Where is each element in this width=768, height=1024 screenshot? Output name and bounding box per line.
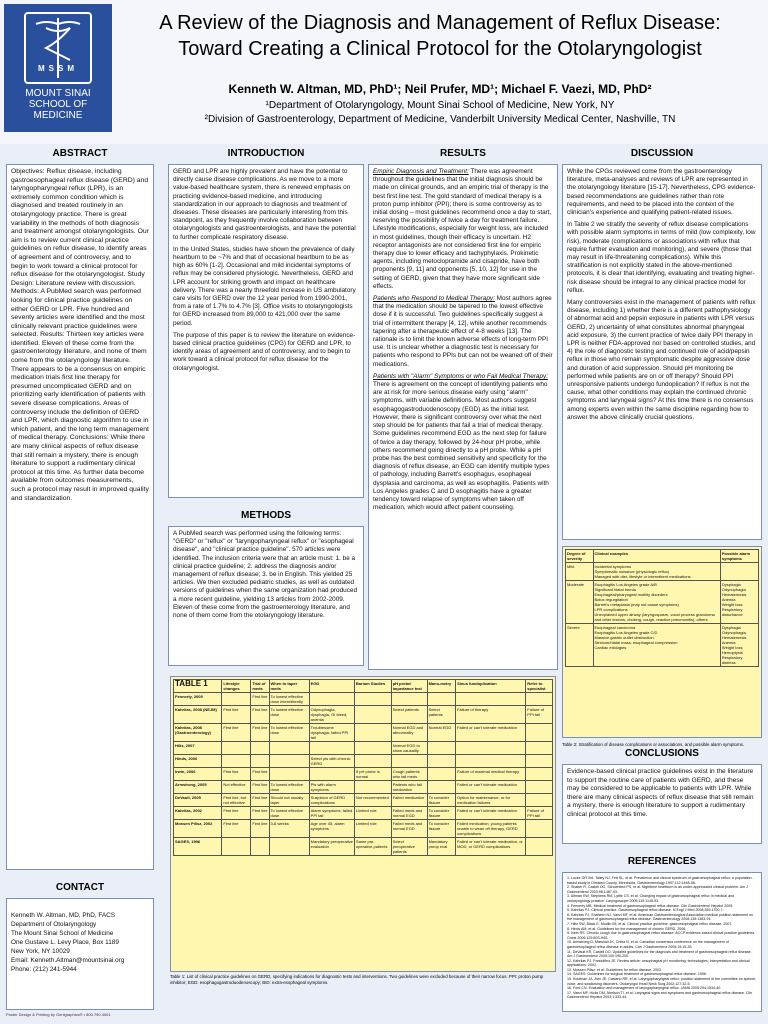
- table-1-cell: Alarm symptoms, failed PPI tail: [309, 807, 354, 820]
- discussion-paragraph: While the CPGs reviewed come from the gastroenterology literature, meta-analyses and reviews of LPR are represented in the otolaryngology literature [15-17]. Nevertheless, CPG evidence-based recommendations are guidelines rather than rote requirements, and need to be placed into the context of the clinician's experience and qualifying patient-related issues.: [567, 168, 756, 217]
- table-1-guideline-cell: Armstrong, 2005: [174, 781, 222, 794]
- table-1-guideline-cell: Kahrilas, 2002: [174, 807, 222, 820]
- table-1-cell: [391, 755, 427, 768]
- table-1-header-row: [174, 680, 553, 693]
- table-1-cell: Limited role: [354, 820, 391, 838]
- contact-phone: Phone: (212) 241-5944: [11, 966, 77, 973]
- table-1-row: [174, 807, 553, 820]
- table-2-severity-cell: Moderate: [566, 581, 594, 624]
- table-1-cell: [526, 838, 553, 856]
- contact-line: Department of Otolaryngology: [11, 921, 97, 928]
- methods-heading: METHODS: [241, 510, 291, 521]
- reference-item: 4. Fennerty MB. Medical treatment of gastroesophageal reflux disease. Clin Gastroenterol Hepatol 2009.: [567, 903, 734, 908]
- table-1: [170, 676, 556, 972]
- table-1-cell: Select patients: [391, 706, 427, 724]
- table-2-cell: Esophagitis Los Angeles grade A/B Significant hiatal hernia Esophageal/pharyngeal motility disorders Bolus regurgitation Barrett's metaplasia (may not cause symptoms) LPR complications Unexplained upper airway (laryngospasm, vocal process granuloma and other lesions, choking, cough, reactive pneumonitis), others: [593, 581, 720, 624]
- table-1-header: Trial of meds: [251, 680, 269, 693]
- table-1-cell: [427, 693, 456, 706]
- table-1-cell: Failed or can't tolerate medication: [456, 781, 526, 794]
- table-1-header: Barium Studies: [354, 680, 391, 693]
- table-1-cell: [526, 755, 553, 768]
- discussion-heading: DISCUSSION: [630, 148, 694, 159]
- reference-item: 7. Hiltz SW, Black E, Modlin IM, et al. Clinical practice guideline: gastroesophageal reflux disease. 2007.: [567, 921, 733, 926]
- table-1-cell: First line: [222, 768, 251, 781]
- table-2-caption: Table 2: Stratification of disease complications or associations, and possible alarm symptoms.: [562, 742, 745, 747]
- reference-item: 14. SAGES. Guidelines for surgical treatment of gastroesophageal reflux disease. 1996.: [567, 972, 707, 977]
- table-1-cell: Cough patients who fail meds: [391, 768, 427, 781]
- table-1-cell: Patients who fail medication: [391, 781, 427, 794]
- table-1-cell: First line, but not effective: [222, 794, 251, 807]
- table-1-cell: [222, 693, 251, 706]
- table-1-cell: [427, 768, 456, 781]
- results-subheading: Patients with "Alarm" Symptoms or who Fail Medical Therapy:: [373, 372, 549, 380]
- table-2-row: [566, 563, 759, 581]
- table-1-cell: [269, 755, 309, 768]
- table-1-cell: Age over 45, alarm symptoms: [309, 820, 354, 838]
- table-1-cell: [269, 838, 309, 856]
- abstract-body: Objectives: Reflux disease, including gastroesophageal reflux disease (GERD) and laryngopharyngeal reflux (LPR), is an extremely common condition which is diagnosed and treated routinely in an otolaryngology practice. There is great variability in the methods of both diagnosis and treatment amongst otolaryngologists. Our aim is to review current clinical practice guidelines on reflux disease, to identify areas of agreement and of controversy, and to begin to work toward a clinical protocol for reflux disease for the otolaryngologist. Study Design: Literature review with discussion. Methods: A PubMed search was performed looking for clinical practice guidelines on either GERD or LPR. Five hundred and seventy articles were identified and the most clinically relevant practice guidelines were selected. Results: Thirteen key articles were identified. Eleven of these come from the gastroenterology literature, and none of them come from the otolaryngology literature. There appears to be a consensus on empiric medication trials first line therapy for presumed uncomplicated GERD and on prioritizing early identification of patients with severe disease complications. Areas of controversy include the definition of GERD and LPR, which diagnostic algorithm to use in which patient, and the long term management of medical therapy. Conclusions: While there are many clinical aspects of reflux disease that still remain a mystery, there is enough literature to support a rudimentary clinical protocol at this time. As further data become available from outcomes measurements, such a protocol may result in improved quality and standardization.: [6, 164, 154, 870]
- table-1-cell: [391, 693, 427, 706]
- contact-box: [6, 898, 154, 1010]
- table-1-header: When to taper meds: [269, 680, 309, 693]
- table-1-header: Mano-metry: [427, 680, 456, 693]
- table-1-cell: [222, 742, 251, 755]
- authors: Kenneth W. Altman, MD, PhD¹; Neil Prufer, MD¹; Michael F. Vaezi, MD, PhD²: [228, 82, 652, 96]
- table-1-cell: Failed or can't tolerate medication: [456, 807, 526, 820]
- poster-title: [120, 10, 760, 62]
- results-subheading: Patients who Respond to Medical Therapy:: [373, 295, 495, 303]
- table-1-guideline-cell: Irwin, 2006: [174, 768, 222, 781]
- table-1-header: Lifestyle changes: [222, 680, 251, 693]
- table-2-cell: Dysphagia Odynophagia Hematemesis Anemia Weight loss Respiratory disturbance: [720, 581, 758, 624]
- table-1-row: [174, 768, 553, 781]
- results-subheading: Empiric Diagnosis and Treatment:: [373, 168, 469, 175]
- discussion-paragraph: Many controversies exist in the management of patients with reflux disease, including 1) whether there is a different pathophysiology of abnormal acid and pepsin exposure in patients with LPR versus GERD, 2) uncertainty of what constitutes abnormal pharyngeal acid exposure, 3) the current practice of twice daily PPI therapy in LPR is neither FDA-approved nor based on controlled studies, and 4) the role of diagnostic testing and continued role of acid/pepsin reflux in those who remain symptomatic despite aggressive dose and duration of acid suppression. Should pH monitoring be performed while patients are on or off therapy? Should PPI unresponsive patients undergo fundoplication? If reflux is not the cause, what other conditions may explain the continued chronic symptoms and laryngeal signs? At this time there is no consensus among experts even within the same discipline regarding how to answer the above clinically crucial questions.: [567, 299, 756, 421]
- table-2-header: Degree of severity: [566, 550, 594, 563]
- table-1-cell: [251, 755, 269, 768]
- reference-item: 16. Ford CN. Evaluation and management of laryngopharyngeal reflux. JAMA 2005;294:1534-40.: [567, 986, 722, 991]
- results-paragraph: [373, 373, 553, 512]
- table-1-row: [174, 706, 553, 724]
- table-1-row: [174, 755, 553, 768]
- table-1-cell: Failure of PPI tail: [526, 706, 553, 724]
- table-1-cell: [251, 838, 269, 856]
- table-1-grid: [173, 679, 553, 856]
- table-1-cell: [354, 693, 391, 706]
- reference-item: 13. Mossen Pillsz, et al. Guidelines for reflux disease. 2002.: [567, 967, 663, 972]
- table-1-row: [174, 781, 553, 794]
- reference-item: 10. Armstrong D, Marshall JK, Chiba N, et al. Canadian consensus conference on the management of gastroesophageal reflux disease in adults. Can J Gastroenterol 2005;19:15-35.: [567, 940, 729, 949]
- reference-item: 17. Vaezi MF, Hicks DM, Abelson TI, et al. Laryngeal signs and symptoms and gastroesophageal reflux disease. Clin Gastroenterol Hepatol 2003;1:333-44.: [567, 990, 753, 1000]
- table-1-cell: Should not usually taper: [269, 794, 309, 807]
- caduceus-emblem-icon: [24, 12, 92, 84]
- reference-item: 8. Hinds AM, et al. Guidelines for the management of chronic GERD. 2006.: [567, 926, 687, 931]
- intro-paragraph: GERD and LPR are highly prevalent and have the potential to directly cause disease complications. As we move to a more value-based healthcare system, there is renewed emphasis on practicing evidence-based medicine, and introducing standardization in our approach to diagnosis and treatment of diseases. These diseases are particularly interesting from this standpoint, as they frequently involve collaboration between otolaryngologists and gastroenterologists, and have the potential to further complicate respiratory disease.: [173, 168, 356, 241]
- poster-header: [0, 0, 768, 144]
- reference-item: 15. Koufman JA, Aviv JE, Casiano RR, et al. Laryngopharyngeal reflux: position statement of the committee on speech, voice, and swallowing disorders. Otolaryngol Head Neck Surg 2002;127:32-5.: [567, 977, 757, 986]
- contact-line: The Mount Sinai School of Medicine: [11, 930, 114, 937]
- table-1-cell: First line: [251, 794, 269, 807]
- table-1-cell: First line: [222, 724, 251, 742]
- table-2-cell: Incidental symptoms Symptomatic nuisance (physiologic reflux) Managed with diet, lifestyle or intermittent medications: [593, 563, 720, 581]
- intro-paragraph: In the United States, studies have shown the prevalence of daily heartburn to be ~7% and that of occasional heartburn to be as high as 60% [1-2]. Occasional and mild incidental symptoms of reflux may be considered physiologic. Nevertheless, GERD and LPR account for striking growth and impact on healthcare delivery. There was a nearly threefold increase in US ambulatory care visits for GERD over the 12 year period from 1990-2001, from a rate of 1.7% to 4.7% [3]. Office visits to otolaryngologists for GERD increased from 89,000 to 421,000 over the same period.: [173, 245, 356, 327]
- table-1-row: [174, 693, 553, 706]
- conclusions-heading: CONCLUSIONS: [625, 748, 699, 759]
- results-text: There is agreement on the concept of identifying patients who are at risk for more serious disease early using "alarm" symptoms, with variable definitions. Most authors suggest esophagogastroduodenoscopy (EGD) as the initial test. However, there is significant controversy over what the next step should be for patients that fail a trial of medical therapy. Some guidelines recommend EGD as the next step for failure of twice a day therapy, followed by 24-hour pH probe, while others recommend going directly to a pH probe. While a pH probe has the best combined sensitivity and specificity for the diagnosis of reflux disease, an EGD can identify multiple types of pathology, including Barrett's esophagus, esophageal dysplasia and carcinoma, as well as esophagitis. Patients with Los Angeles grades C and D esophagitis have a greater tendency toward relapse of symptoms when taken off medication, which would affect patient counseling.: [373, 381, 550, 512]
- table-1-cell: [526, 742, 553, 755]
- table-1-cell: [354, 755, 391, 768]
- table-1-cell: Failure of therapy: [456, 706, 526, 724]
- table-1-guideline-cell: Hiltz, 2007: [174, 742, 222, 755]
- table-1-cell: [222, 838, 251, 856]
- table-1-cell: First line: [251, 693, 269, 706]
- table-1-cell: Failed meds and normal EGD: [391, 807, 427, 820]
- printer-credit: Poster Design & Printing by Genigraphics® • 800.790.4001: [6, 1012, 111, 1017]
- table-1-cell: 3-8 weeks: [269, 820, 309, 838]
- table-2-row: [566, 624, 759, 667]
- table-2-grid: [565, 549, 759, 667]
- reference-item: 5. Kahrilas PJ. Clinical practice. Gastroesophageal reflux disease. N Engl J Med 2008;359:1700-7.: [567, 908, 724, 913]
- table-1-cell: Normal EGD: [427, 724, 456, 742]
- table-1-cell: Select preoperative patients: [391, 838, 427, 856]
- results-paragraph: [373, 168, 553, 291]
- table-1-cell: Normal EGD and abnormality: [391, 724, 427, 742]
- table-1-cell: Failed medication: [391, 794, 427, 807]
- table-1-cell: [222, 755, 251, 768]
- table-1-cell: To lowest effective dose: [269, 781, 309, 794]
- table-1-cell: First line: [251, 781, 269, 794]
- table-1-cell: Normal EGD to show causality: [391, 742, 427, 755]
- table-1-guideline-cell: Kahrilas, 2008 (NEJM): [174, 706, 222, 724]
- contact-line: New York, NY 10029: [11, 948, 70, 955]
- table-1-cell: First line: [222, 706, 251, 724]
- introduction-body: [168, 164, 364, 498]
- table-1-row: [174, 794, 553, 807]
- reference-item: 1. Locke GR 3rd, Talley NJ, Fett SL, et al. Prevalence and clinical spectrum of gastroesophageal reflux: a population-based study in Olmsted County, Minnesota. Gastroenterology 1997;112:1448-56.: [567, 876, 753, 885]
- reference-item: 6. Kahrilas PJ, Shaheen NJ, Vaezi MF, et al. American Gastroenterological Association medical position statement on the management of gastroesophageal reflux disease. Gastroenterology 2008;135:1383-91.: [567, 912, 754, 922]
- table-1-cell: First line: [251, 820, 269, 838]
- table-1-cell: To consider fissure: [427, 820, 456, 838]
- table-1-cell: Suspicion of GERD complications: [309, 794, 354, 807]
- reference-item: 11. DeVault KR, Castell DO. Updated guidelines for the diagnosis and treatment of gastroesophageal reflux disease. Am J Gastroenterol 2005;100:190-200.: [567, 949, 752, 959]
- table-1-header: pH probe/ impedance test: [391, 680, 427, 693]
- table-1-cell: [427, 781, 456, 794]
- table-1-guideline-cell: Mossen Pillsz, 2002: [174, 820, 222, 838]
- table-1-cell: [526, 724, 553, 742]
- title-line-2: Toward Creating a Clinical Protocol for the Otolaryngologist: [178, 38, 702, 60]
- table-1-cell: Odynophagia, dysphagia, GI bleed, anemia: [309, 706, 354, 724]
- table-1-cell: [526, 781, 553, 794]
- results-heading: RESULTS: [440, 148, 486, 159]
- table-1-row: [174, 724, 553, 742]
- table-1-cell: First line: [251, 706, 269, 724]
- contact-line: One Gustave L. Levy Place, Box 1189: [11, 939, 119, 946]
- logo-text: MOUNT SINAI SCHOOL OF MEDICINE: [25, 88, 91, 121]
- table-1-cell: Failed or can't tolerate medication, or MOD, or GERD complications: [456, 838, 526, 856]
- table-1-cell: If pH probe is normal: [354, 768, 391, 781]
- table-2-body: [566, 563, 759, 667]
- table-1-cell: [354, 742, 391, 755]
- discussion-paragraph: In Table 2 we stratify the severity of reflux disease complications with possible alarm symptoms in terms of mild (low complexity, low risk), moderate (complications or associations with reflux that require further evaluation and monitoring), and severe (those that may result in life-threatening complications). While this stratification is not explicitly stated in the above-mentioned protocols, it is clear that identifying, evaluating and treating higher-risk disease should be integral to any clinical practice model for reflux.: [567, 221, 756, 294]
- table-1-cell: [354, 724, 391, 742]
- methods-body: A PubMed search was performed using the following terms: "GERD" or "reflux" or "laryngopharyngeal reflux" or "esophageal disease", and "clinical practice guideline". 570 articles were identified. The inclusion criteria were that an article must: 1. be a clinical practice guideline; 2. address the diagnosis and/or management of reflux disease; 3. be in English. This yielded 25 articles. We then excluded pediatric studies, as well as outdated versions of guidelines when the same organization had produced a more recent guideline, yielding 13 articles from 2002-2009. Eleven of these come from the gastroenterology literature, and none of them come from the otolaryngology literature.: [168, 526, 364, 666]
- table-1-cell: Same pre-operative patients: [354, 838, 391, 856]
- table-1-cell: Failed medication, young patients unable to wean off therapy, GERD complications: [456, 820, 526, 838]
- table-1-cell: [309, 693, 354, 706]
- table-2-header: Possible alarm symptoms: [720, 550, 758, 563]
- table-2-severity-cell: Severe: [566, 624, 594, 667]
- intro-paragraph: The purpose of this paper is to review the literature on evidence-based clinical practice guidelines (CPG) for GERD and LPR, to identify areas of agreement and of controversy, and to begin to work toward a clinical protocol for reflux disease for the otolaryngologist.: [173, 331, 356, 372]
- results-paragraph: [373, 295, 553, 369]
- table-1-cell: Mandatory preop eval: [427, 838, 456, 856]
- table-1-caption: Table 1: List of clinical practice guidelines on GERD, specifying indications for diagnostic tests and interventions. Two guidelines were excluded because of their narrow focus. PPI: proton pump inhibitor; EGD: esophagogastroduodenoscopy; BID: extra-esophageal symptoms.: [170, 974, 544, 985]
- table-1-cell: Not effective: [222, 781, 251, 794]
- table-1-body: [174, 693, 553, 856]
- table-1-cell: [526, 820, 553, 838]
- introduction-heading: INTRODUCTION: [227, 148, 305, 159]
- results-text: There was agreement throughout the guidelines that the initial diagnosis should be made on clinical grounds, and an empiric trial of therapy is the best first line test. The gold standard of medical therapy is a proton pump inhibitor (PPI); there is some controversy as to initial dosing – most guidelines recommend once a day to start, reserving the possibility of twice a day for treatment failure. Lifestyle modifications, especially for weight loss, are included in most guidelines, though their efficacy is uncertain. H2 receptor antagonists are not considered first line for empiric therapy due to lower efficacy and tachyphylaxis. Prokinetic agents, including metoclopramide and cisapride, have both proponents [9, 11] and opponents [5, 10, 12] for use in the setting of GERD, given that they have more significant side effects.: [373, 168, 552, 290]
- results-body: [368, 164, 558, 670]
- table-1-row: [174, 820, 553, 838]
- reference-item: 9. Irwin RS. Chronic cough due to gastroesophageal reflux disease: ACCP evidence-based clinical practice guidelines. Chest 2006;129:80S-94S.: [567, 931, 756, 940]
- table-1-cell: [526, 693, 553, 706]
- table-1-cell: [526, 768, 553, 781]
- reference-item: 3. Altman KW, Stephens RM, Lyttle CS, et al. Changing impact of gastroesophageal reflux in medical and otolaryngology practice. Laryngoscope 2005;115:1145-53.: [567, 894, 735, 903]
- abstract-heading: ABSTRACT: [52, 148, 108, 159]
- table-1-cell: To consider fissure: [427, 807, 456, 820]
- table-1-cell: [309, 742, 354, 755]
- table-2-cell: Dysphagia Odynophagia Hematemesis Anemia Weight loss Hemoptysis Respiratory distress: [720, 624, 758, 667]
- table-1-cell: Failure of maximal medical therapy: [456, 768, 526, 781]
- table-1-header: EGD: [309, 680, 354, 693]
- table-1-cell: [526, 794, 553, 807]
- logo-mark: MSSM: [38, 64, 78, 73]
- table-1-cell: To consider fissure: [427, 794, 456, 807]
- table-2-header: Clinical examples: [593, 550, 720, 563]
- table-1-header: Sinus fundoplication: [456, 680, 526, 693]
- table-2-cell: Esophageal carcinoma Esophagitis Los Angeles grade C/D Massive gastric outlet obstruction Stricture/hiatal mass, esophageal compression Cardiac etiologies: [593, 624, 720, 667]
- table-1-cell: To lowest effective dose: [269, 706, 309, 724]
- table-2-cell: [720, 563, 758, 581]
- table-1-row: [174, 742, 553, 755]
- table-1-cell: Pts with alarm symptoms: [309, 781, 354, 794]
- affiliations: ¹Department of Otolaryngology, Mount Sinai School of Medicine, New York, NY ²Division of Gastroenterology, Department of Medicine, Vanderbilt University Medical Center, Nashville, TN: [204, 100, 676, 125]
- table-1-cell: [456, 742, 526, 755]
- table-2: [562, 546, 762, 738]
- table-1-cell: [456, 755, 526, 768]
- reference-item: 12. Kahrilas PJ, Pandolfino JE. Review article: oesophageal pH monitoring: technologies, interpretation and clinical applications. 2002.: [567, 958, 750, 968]
- contact-email: Email: Kenneth.Altman@mountsinai.org: [11, 957, 125, 964]
- contact-heading: CONTACT: [55, 882, 105, 893]
- table-1-cell: [269, 742, 309, 755]
- table-1-cell: [269, 768, 309, 781]
- table-1-guideline-cell: Kahrilas, 2008 (Gastroenterology): [174, 724, 222, 742]
- table-1-cell: Mandatory preoperative evaluation: [309, 838, 354, 856]
- table-2-severity-cell: Mild: [566, 563, 594, 581]
- table-1-cell: Option for maintenance, or for medication failures: [456, 794, 526, 807]
- table-1-label: TABLE 1: [174, 680, 222, 693]
- table-1-cell: Failure of PPI tail: [526, 807, 553, 820]
- reference-item: 2. Shaker R, Castell DO, Schoenfeld PS, et al. Nighttime heartburn is an under-appreciated clinical problem. Am J Gastroenterol 2003;98:1487-93.: [567, 885, 748, 894]
- table-1-cell: Limited role: [354, 807, 391, 820]
- conclusions-body: Evidence-based clinical practice guidelines exist in the literature to support the routine care of patients with GERD, and these may be considered to be applicable to patients with LPR. While there are many clinical aspects of reflux disease that still remain a mystery, there is enough literature to support a rudimentary clinical protocol at this time.: [562, 764, 762, 844]
- table-1-cell: To lowest effective dose: [269, 724, 309, 742]
- table-1-cell: Failed or can't tolerate medication: [456, 724, 526, 742]
- table-1-cell: [427, 742, 456, 755]
- table-1-cell: Select patients: [427, 706, 456, 724]
- table-1-cell: [251, 742, 269, 755]
- table-1-cell: First line: [222, 820, 251, 838]
- table-1-row: [174, 838, 553, 856]
- mssm-logo: [4, 4, 112, 132]
- table-1-cell: Troublesome dysphagia, failed PPI tail: [309, 724, 354, 742]
- discussion-body: [562, 164, 762, 540]
- table-1-cell: [309, 768, 354, 781]
- table-1-guideline-cell: SAGES, 1996: [174, 838, 222, 856]
- table-1-cell: First line: [251, 724, 269, 742]
- table-2-row: [566, 581, 759, 624]
- title-line-1: A Review of the Diagnosis and Management of Reflux Disease:: [159, 12, 721, 34]
- references-heading: REFERENCES: [627, 856, 697, 867]
- table-1-header: Refer to specialist: [526, 680, 553, 693]
- table-1-cell: First line: [251, 807, 269, 820]
- contact-line: Kenneth W. Altman, MD, PhD, FACS: [11, 912, 116, 919]
- table-1-cell: Failed meds and normal EGD: [391, 820, 427, 838]
- table-2-header-row: [566, 550, 759, 563]
- table-1-cell: First line: [222, 807, 251, 820]
- table-1-cell: Select pts with chronic GERD: [309, 755, 354, 768]
- table-1-cell: [354, 706, 391, 724]
- table-1-guideline-cell: Fennerty, 2009: [174, 693, 222, 706]
- table-1-cell: Not recommended: [354, 794, 391, 807]
- table-1-guideline-cell: DeVault, 2005: [174, 794, 222, 807]
- table-1-cell: [456, 693, 526, 706]
- table-1-cell: [354, 781, 391, 794]
- references-list: [562, 872, 762, 1012]
- table-1-cell: [427, 755, 456, 768]
- table-1-cell: To lowest effective dose: [269, 807, 309, 820]
- table-1-cell: First line: [251, 768, 269, 781]
- table-1-guideline-cell: Hinds, 2006: [174, 755, 222, 768]
- table-1-cell: To lowest effective dose intermittently: [269, 693, 309, 706]
- results-text: Most authors agree that the medication should be tapered to the lowest effective dose if it is successful. Two guidelines specifically suggest a trial of intermittent therapy [4, 12], while another recommends tapering after a therapeutic effect of 4-8 weeks [13]. The rationale is to limit the known adverse effects of long-term PPI use. It is unclear whether a diagnostic test is necessary for patients who respond to PPIs but can not be weaned off of their medications.: [373, 295, 553, 368]
